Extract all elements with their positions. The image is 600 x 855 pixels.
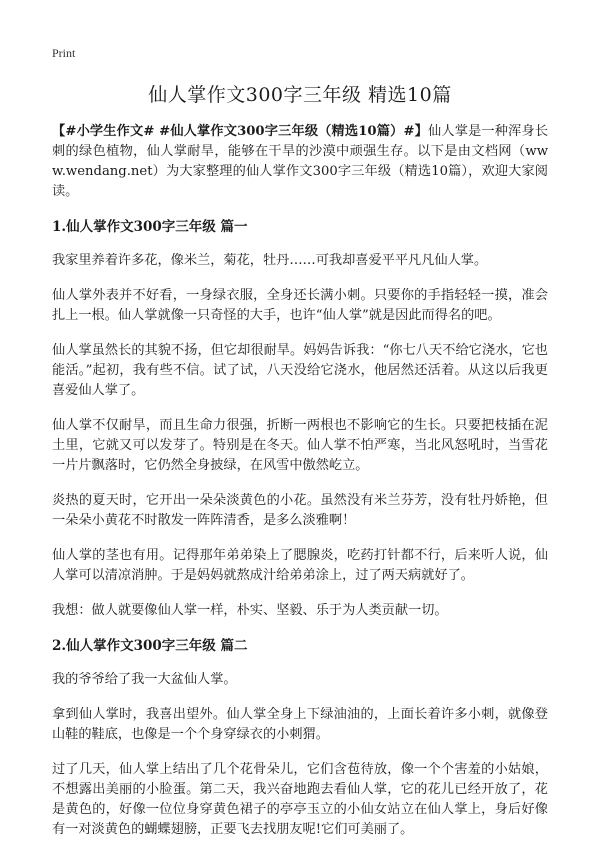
section-1-paragraph-2: 仙人掌外表并不好看，一身绿衣服，全身还长满小刺。只要你的手指轻轻一摸，准会扎上一根。仙人掌就像一只奇怪的大手，也许“仙人掌”就是因此而得名的吧。: [52, 288, 548, 323]
section-2-paragraph-3: 过了几天，仙人掌上结出了几个花骨朵儿，它们含苞待放，像一个个害羞的小姑娘，不想露出美丽的小脸蛋。第二天，我兴奋地跑去看仙人掌，它的花儿已经开放了，花是黄色的，好像一位位身穿黄色裙子的亭亭玉立的小仙女站立在仙人掌上，身后好像有一对淡黄色的蝴蝶翅膀，正要飞去找朋友呢!它们可美丽了。: [52, 762, 548, 837]
section-1-paragraph-6: 仙人掌的茎也有用。记得那年弟弟染上了腮腺炎，吃药打针都不行，后来听人说，仙人掌可以清凉消肿。于是妈妈就熬成汁给弟弟涂上，过了两天病就好了。: [52, 548, 548, 583]
intro-paragraph: [52, 122, 548, 202]
intro-text: 仙人掌是一种浑身长刺的绿色植物，仙人掌耐旱，能够在干旱的沙漠中顽强生存。以下是由文档网（www.wendang.net）为大家整理的仙人掌作文300字三年级（精选10篇），欢迎大家阅读。: [52, 124, 549, 199]
page-title: 仙人掌作文300字三年级 精选10篇: [148, 84, 452, 106]
intro-tagline: 【#小学生作文# #仙人掌作文300字三年级（精选10篇）#】: [52, 124, 429, 139]
article-body: [52, 122, 548, 855]
section-1-paragraph-7: 我想：做人就要像仙人掌一样，朴实、坚毅、乐于为人类贡献一切。: [52, 603, 448, 618]
section-1-paragraph-3: 仙人掌虽然长的其貌不扬，但它却很耐旱。妈妈告诉我：“你七八天不给它浇水，它也能活。”起初，我有些不信。试了试，八天没给它浇水，他居然还活着。从这以后我更喜爱仙人掌了。: [52, 343, 548, 398]
section-heading-1: 1.仙人掌作文300字三年级 篇一: [52, 219, 248, 235]
section-2-paragraph-1: 我的爷爷给了我一大盆仙人掌。: [52, 672, 237, 687]
section-2-paragraph-2: 拿到仙人掌时，我喜出望外。仙人掌全身上下绿油油的，上面长着许多小刺，就像登山鞋的鞋底，也像是一个个身穿绿衣的小刺猬。: [52, 707, 548, 742]
section-heading-2: 2.仙人掌作文300字三年级 篇二: [52, 638, 248, 654]
section-1-paragraph-4: 仙人掌不仅耐旱，而且生命力很强，折断一两根也不影响它的生长。只要把枝插在泥土里，它就又可以发芽了。特别是在冬天。仙人掌不怕严寒，当北风怒吼时，当雪花一片片飘落时，它仍然全身披绿，在风雪中傲然屹立。: [52, 418, 548, 473]
section-1-paragraph-1: 我家里养着许多花，像米兰，菊花，牡丹……可我却喜爱平平凡凡仙人掌。: [52, 253, 488, 268]
print-link[interactable]: Print: [52, 46, 76, 60]
section-1-paragraph-5: 炎热的夏天时，它开出一朵朵淡黄色的小花。虽然没有米兰芬芳，没有牡丹娇艳，但一朵朵小黄花不时散发一阵阵清香，是多么淡雅啊！: [52, 493, 548, 528]
